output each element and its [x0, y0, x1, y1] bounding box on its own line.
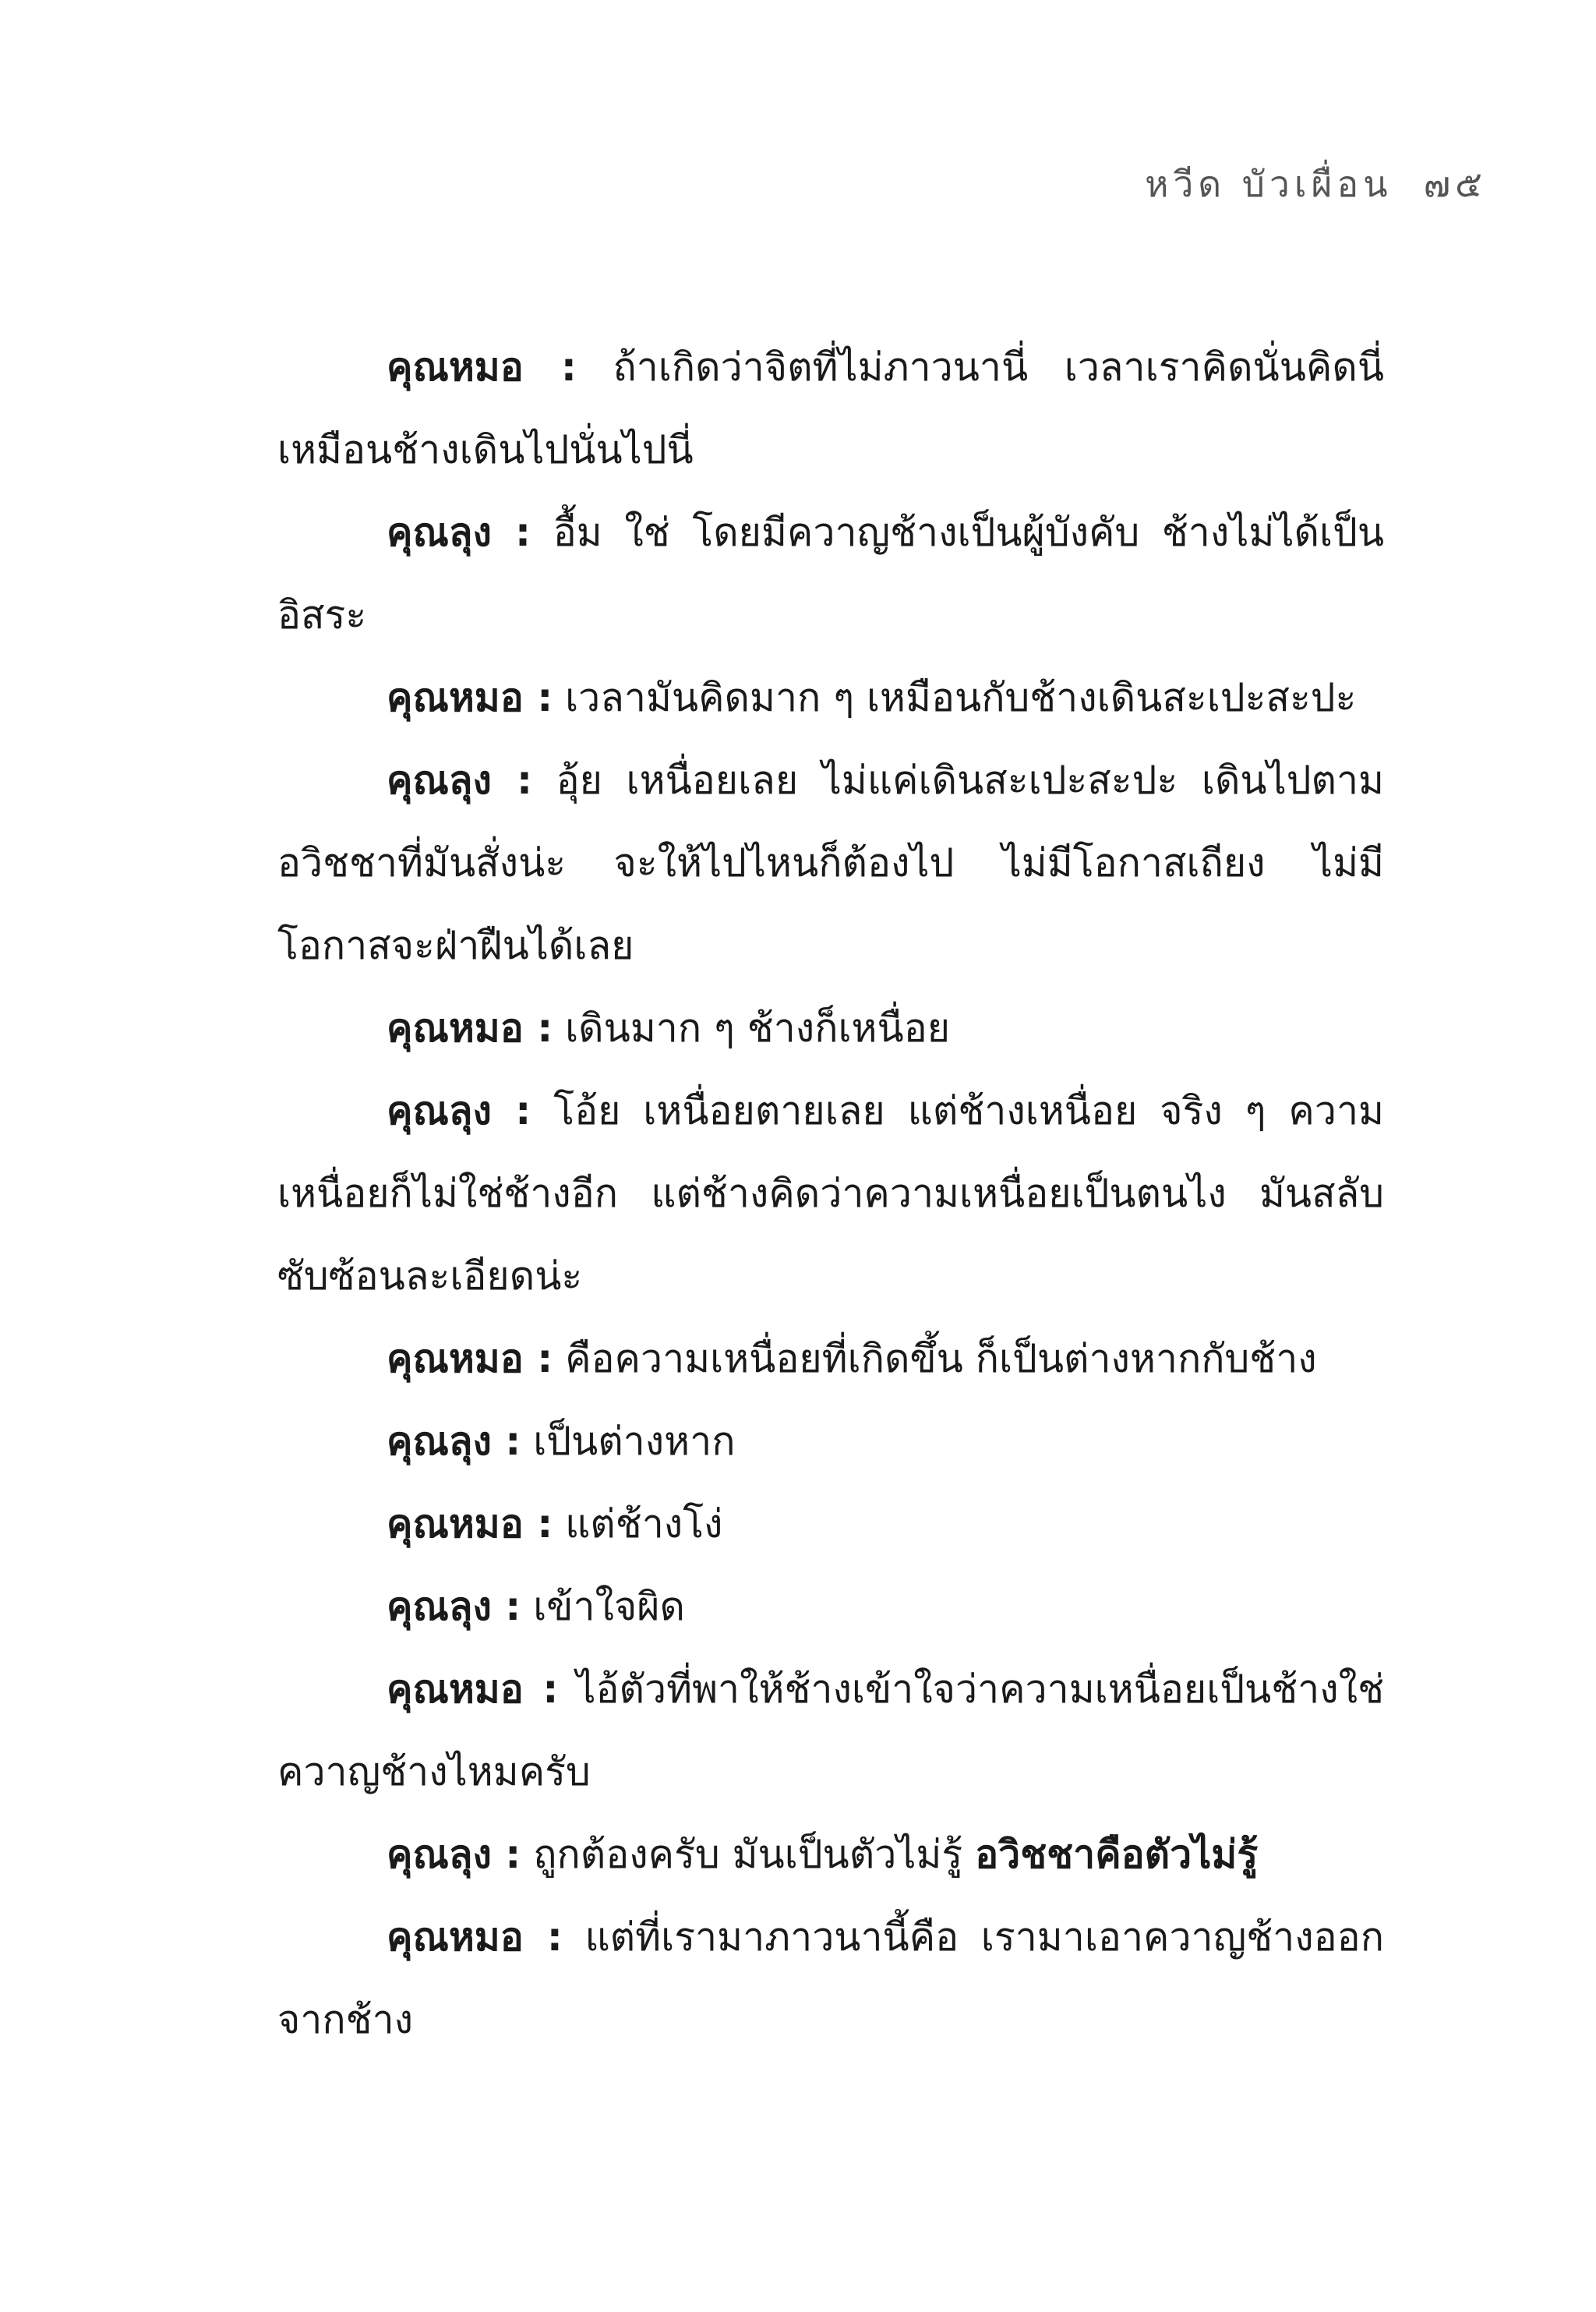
line-text: เวลามันคิดมาก ๆ เหมือนกับช้างเดินสะเปะสะปะ: [553, 675, 1357, 720]
line-text: ไอ้ตัวที่พาให้ช้างเข้าใจว่าความเหนื่อยเป็นช้างใช่ควาญช้างไหมครับ: [277, 1667, 1385, 1794]
line-text: เข้าใจผิด: [521, 1584, 686, 1629]
speaker-label: คุณหมอ :: [387, 1667, 559, 1712]
speaker-label: คุณลุง :: [387, 1832, 521, 1877]
speaker-label: คุณลุง :: [387, 758, 532, 803]
speaker-label: คุณลุง :: [387, 1088, 531, 1133]
dialogue-line: [277, 1317, 1384, 1400]
emphasized-text: อวิชชาคือตัวไม่รู้: [975, 1832, 1259, 1877]
speaker-label: คุณลุง :: [387, 1584, 521, 1629]
dialogue-line: [277, 1896, 1384, 2061]
speaker-label: คุณหมอ :: [387, 1336, 553, 1381]
line-text: ถูกต้องครับ มันเป็นตัวไม่รู้: [521, 1832, 976, 1877]
speaker-label: คุณหมอ :: [387, 345, 577, 390]
speaker-label: คุณลุง :: [387, 510, 531, 555]
line-text: แต่ที่เรามาภาวนานี้คือ เรามาเอาควาญช้างออกจากช้าง: [277, 1914, 1384, 2042]
line-text: คือความเหนื่อยที่เกิดขึ้น ก็เป็นต่างหากกับช้าง: [553, 1336, 1317, 1381]
running-header: [1145, 156, 1487, 213]
speaker-label: คุณหมอ :: [387, 675, 553, 720]
dialogue-line: [277, 1565, 1384, 1648]
line-text: แต่ช้างโง่: [553, 1501, 723, 1547]
author-name: หวีด บัวเผื่อน: [1145, 163, 1393, 205]
dialogue-line: [277, 1483, 1384, 1565]
line-text: เป็นต่างหาก: [521, 1419, 736, 1464]
speaker-label: คุณหมอ :: [387, 1501, 553, 1547]
line-text: อุ้ย เหนื่อยเลย ไม่แค่เดินสะเปะสะปะ เดินไปตามอวิชชาที่มันสั่งน่ะ จะให้ไปไหนก็ต้องไป ไม่มีโอกาสเถียง ไม่มีโอกาสจะฝ่าฝืนได้เลย: [277, 758, 1384, 968]
dialogue-line: [277, 1400, 1384, 1483]
dialogue-line: [277, 1648, 1384, 1813]
page-number: ๗๕: [1423, 163, 1487, 205]
line-text: ถ้าเกิดว่าจิตที่ไม่ภาวนานี่ เวลาเราคิดนั่นคิดนี่ เหมือนช้างเดินไปนั่นไปนี่: [277, 345, 1385, 472]
dialogue-line: [277, 326, 1384, 491]
dialogue-line: [277, 1813, 1384, 1896]
dialogue-line: [277, 1069, 1384, 1317]
dialogue-line: [277, 987, 1384, 1069]
speaker-label: คุณหมอ :: [387, 1006, 553, 1051]
line-text: อื้ม ใช่ โดยมีควาญช้างเป็นผู้บังคับ ช้างไม่ได้เป็นอิสระ: [277, 510, 1384, 638]
dialogue-line: [277, 739, 1384, 987]
dialogue-body: [277, 326, 1384, 2061]
speaker-label: คุณลุง :: [387, 1419, 521, 1464]
dialogue-line: [277, 656, 1384, 739]
line-text: เดินมาก ๆ ช้างก็เหนื่อย: [553, 1006, 951, 1051]
dialogue-line: [277, 491, 1384, 656]
line-text: โอ้ย เหนื่อยตายเลย แต่ช้างเหนื่อย จริง ๆ ความเหนื่อยก็ไม่ใช่ช้างอีก แต่ช้างคิดว่าความเหนื่อยเป็นตนไง มันสลับซับซ้อนละเอียดน่ะ: [277, 1088, 1384, 1299]
speaker-label: คุณหมอ :: [387, 1914, 563, 1960]
